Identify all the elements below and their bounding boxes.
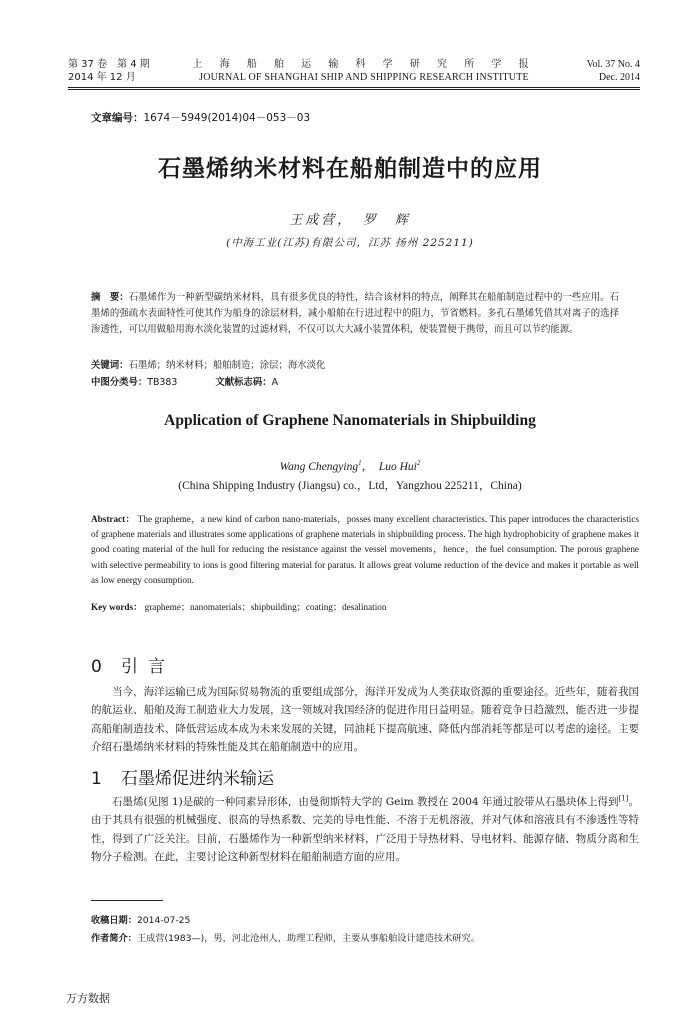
author-en-2: Luo Hui: [378, 461, 417, 473]
author-en-1-sup: 1: [358, 459, 362, 468]
section-0-title: 引言: [121, 657, 175, 677]
author-bio-label: 作者简介：: [91, 933, 137, 944]
received-label: 收稿日期：: [91, 915, 137, 926]
keywords-en: [91, 599, 386, 613]
affiliation-en: (China Shipping Industry (Jiangsu) co.，Ltd，Yangzhou 225211，China): [178, 480, 522, 492]
keywords-cn-label: 关键词：: [91, 360, 129, 371]
section-1-paragraph-a: 石墨烯(见图 1)是碳的一种同素异形体，由曼彻斯特大学的 Geim 教授在 2004 年通过胶带从石墨块体上得到: [112, 796, 619, 808]
classification-cn: [91, 374, 278, 388]
article-number-value: 1674－5949(2014)04－053－03: [143, 112, 311, 124]
header-rule-bottom: [68, 89, 640, 90]
section-1-paragraph-b: 。由于其具有很强的机械强度、很高的导热系数、完美的导电性能、不溶于无机溶液，并对气体和溶液具有不渗透性等特性，得到了广泛关注。目前，石墨烯作为一种新型纳米材料，广泛用于导热材料、导电材料、能源存储、物质分离和生物分子检测。在此，主要讨论这种新型材料在船舶制造方面的应用。: [91, 796, 640, 863]
footnote-received: [91, 912, 190, 926]
author-en-1: Wang Chengying: [279, 461, 359, 473]
article-number: [91, 110, 310, 125]
section-0-number: 0: [91, 657, 102, 677]
clc-value: TB383: [147, 377, 178, 388]
header-journal-name: [178, 58, 550, 84]
abstract-en-text: The grapheme，a new kind of carbon nano-materials，posses many excellent characteristics. This paper introduces the characteristics of graphene materials and illustrates some applications of graphene materials in shipbuilding process. The high hydrophobicity of graphene makes it good coating material of the hull for reducing the resistance against the vessel movements，hence，the fuel consumption. The porous graphene with selective permeability to ions is good filtering material for paratus. It allows great volume reduction of the device and makes it portable as well as low energy consumption.: [91, 514, 640, 585]
doc-code-label: 文献标志码：: [215, 377, 272, 388]
section-0-heading: [91, 652, 175, 677]
doc-code-value: A: [271, 377, 279, 388]
authors-cn: 王成营， 罗 辉: [289, 213, 411, 228]
section-1-paragraph: [91, 793, 639, 866]
section-1-heading: [91, 764, 274, 789]
keywords-en-label: Key words：: [91, 602, 143, 612]
abstract-cn: [91, 290, 619, 338]
footnote-author-bio: [91, 930, 480, 944]
watermark-wanfang: 万方数据: [66, 992, 110, 1005]
keywords-en-text: grapheme；nanomaterials；shipbuilding；coating；desalination: [144, 602, 387, 612]
authors-en: [0, 458, 700, 474]
header-volume-issue: [68, 58, 150, 84]
author-bio-value: 王成营(1983—)，男，河北沧州人，助理工程师，主要从事船舶设计建造技术研究。: [136, 933, 480, 944]
header-date-cn: 2014 年 12 月: [68, 72, 136, 83]
received-value: 2014-07-25: [136, 915, 191, 926]
clc-label: 中图分类号：: [91, 377, 148, 388]
title-en: Application of Graphene Nanomaterials in Shipbuilding: [164, 412, 536, 429]
header-journal-en: JOURNAL OF SHANGHAI SHIP AND SHIPPING RESEARCH INSTITUTE: [199, 72, 529, 83]
title-cn: 石墨烯纳米材料在船舶制造中的应用: [158, 156, 542, 182]
section-0-paragraph: 当今，海洋运输已成为国际贸易物流的重要组成部分，海洋开发成为人类获取资源的重要途径。近些年，随着我国的航运业、船舶及海工制造业大力发展，这一领域对我国经济的促进作用日益明显。随着竞争日趋激烈，能否进一步提高船舶制造技术、降低营运成本成为未来发展的关键，同油耗下提高航速、降低内部消耗等都是可以考虑的途径。主要介绍石墨烯纳米材料的特殊性能及其在船舶制造中的应用。: [91, 686, 639, 753]
affiliation-cn: (中海工业(江苏)有限公司，江苏 扬州 225211): [226, 237, 474, 249]
citation-1: [1]: [618, 794, 629, 803]
keywords-cn: [91, 357, 325, 371]
abstract-cn-text: 石墨烯作为一种新型碳纳米材料，具有很多优良的特性，结合该材料的特点，阐释其在船舶制造过程中的一些应用。石墨烯的强疏水表面特性可使其作为船身的涂层材料，减小船舶在行进过程中的阻力，节省燃料。多孔石墨烯凭借其对离子的选择渗透性，可以用做船用海水淡化装置的过滤材料，不仅可以大大减小装置体积，使装置便于携带，而且可以节约能源。: [91, 292, 619, 335]
header-journal-cn: 上 海 船 舶 运 输 科 学 研 究 所 学 报: [192, 59, 536, 70]
section-1-title: 石墨烯促进纳米输运: [121, 769, 274, 789]
header-date-en: Dec. 2014: [598, 72, 640, 83]
header-volume-en-block: [587, 58, 640, 84]
header-rule-top: [68, 87, 640, 88]
abstract-cn-label: 摘 要：: [91, 292, 129, 303]
section-1-number: 1: [91, 769, 102, 789]
author-en-separator: ，: [361, 461, 374, 473]
keywords-cn-text: 石墨烯；纳米材料；船舶制造；涂层；海水淡化: [128, 360, 326, 371]
header-volume-en: Vol. 37 No. 4: [586, 59, 640, 70]
abstract-en: [91, 512, 639, 588]
article-number-label: 文章编号：: [91, 112, 144, 124]
abstract-en-label: Abstract：: [91, 514, 136, 524]
header-volume-cn: 第 37 卷 第 4 期: [68, 59, 150, 70]
author-en-2-sup: 2: [416, 459, 421, 468]
footnote-rule: [91, 900, 163, 901]
